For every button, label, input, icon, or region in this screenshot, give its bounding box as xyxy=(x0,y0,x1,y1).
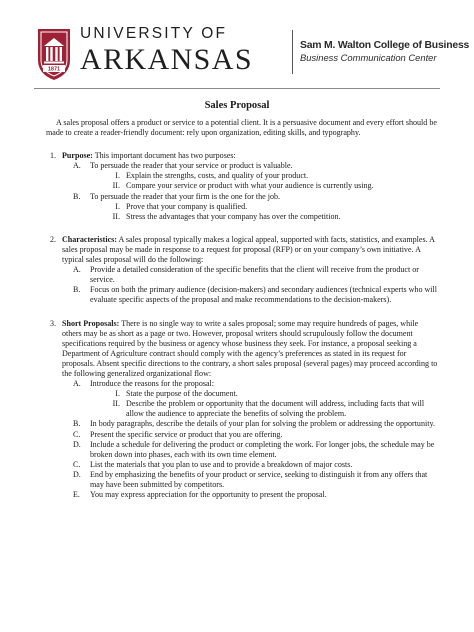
section-label: Short Proposals: xyxy=(62,318,120,328)
list-item xyxy=(46,379,438,389)
item-text: End by emphasizing the benefits of your product or service, seeking to distinguish it from any offers that may have been submitted by competitors. xyxy=(90,469,428,489)
college-block xyxy=(300,40,470,63)
subitem-number: I. xyxy=(115,171,120,181)
item-text: Provide a detailed consideration of the specific benefits that the client will receive from the product or service. xyxy=(90,265,419,285)
section-number: 1. xyxy=(50,151,57,161)
item-text: To persuade the reader that your firm is the one for the job. xyxy=(90,191,281,201)
intro-paragraph: A sales proposal offers a product or service to a potential client. It is a persuasive document and every effort should be made to create a reader-friendly document: rely upon organization, editing skills, and typography. xyxy=(46,118,437,138)
item-number: C. xyxy=(73,429,81,439)
section-characteristics xyxy=(46,235,438,306)
item-number: C. xyxy=(73,459,81,469)
section-short-proposals xyxy=(46,319,438,501)
item-text: You may express appreciation for the opportunity to present the proposal. xyxy=(90,490,327,500)
item-number: D. xyxy=(73,469,81,479)
letterhead xyxy=(34,24,470,82)
item-number: A. xyxy=(73,379,81,389)
subitem-text: Explain the strengths, costs, and quality of your product. xyxy=(126,171,309,181)
list-item xyxy=(46,470,438,490)
item-number: B. xyxy=(73,191,81,201)
section-text: This important document has two purposes: xyxy=(94,151,236,161)
list-subitem xyxy=(46,202,438,212)
list-item xyxy=(46,419,438,429)
section-heading xyxy=(46,235,438,265)
list-item xyxy=(46,192,438,202)
college-name: Sam M. Walton College of Business xyxy=(300,40,470,51)
section-label: Characteristics: xyxy=(62,234,117,244)
item-text: Present the specific service or product that you are offering. xyxy=(90,429,283,439)
university-wordmark-bottom: ARKANSAS xyxy=(80,43,253,76)
item-text: Include a schedule for delivering the product or completing the work. For longer jobs, the schedule may be broken down into phases, each with its own time element. xyxy=(90,439,435,459)
subitem-number: II. xyxy=(112,211,120,221)
subitem-text: State the purpose of the document. xyxy=(126,389,238,399)
item-text: To persuade the reader that your service or product is valuable. xyxy=(90,161,293,171)
list-subitem xyxy=(46,389,438,399)
list-subitem xyxy=(46,399,438,419)
item-number: B. xyxy=(73,285,81,295)
subitem-number: II. xyxy=(112,181,120,191)
section-heading xyxy=(46,319,438,380)
item-number: E. xyxy=(73,490,80,500)
list-item xyxy=(46,440,438,460)
list-item xyxy=(46,460,438,470)
university-seal-icon xyxy=(34,26,74,82)
center-name: Business Communication Center xyxy=(300,52,437,63)
list-item xyxy=(46,490,438,500)
subitem-text: Compare your service or product with what your audience is currently using. xyxy=(126,181,374,191)
list-subitem xyxy=(46,212,438,222)
document-title: Sales Proposal xyxy=(204,100,270,111)
subitem-number: I. xyxy=(115,201,120,211)
subitem-text: Describe the problem or opportunity that the document will address, including facts that will allow the audience to appreciate the benefits of solving the problem. xyxy=(126,399,425,419)
university-wordmark-top: UNIVERSITY OF xyxy=(80,25,228,42)
section-heading xyxy=(46,151,438,161)
section-purpose xyxy=(46,151,438,222)
item-text: List the materials that you plan to use and to provide a breakdown of major costs. xyxy=(90,459,353,469)
item-text: Focus on both the primary audience (decision-makers) and secondary audiences (technical experts who will evaluate specific aspects of the proposal and make recommendations to the decision-makers). xyxy=(90,285,438,305)
section-text: A sales proposal typically makes a logical appeal, supported with facts, statistics, and examples. A sales proposal may be made in response to a request for proposal (RFP) or on your company’s own initiative. A typical sales proposal will do the following: xyxy=(62,234,435,265)
item-number: A. xyxy=(73,161,81,171)
subitem-text: Prove that your company is qualified. xyxy=(126,201,248,211)
item-number: B. xyxy=(73,419,81,429)
item-number: D. xyxy=(73,439,81,449)
header-divider xyxy=(292,30,293,74)
list-item xyxy=(46,161,438,171)
document-body xyxy=(46,118,438,513)
list-item xyxy=(46,430,438,440)
subitem-text: Stress the advantages that your company has over the competition. xyxy=(126,211,341,221)
list-item xyxy=(46,285,438,305)
list-subitem xyxy=(46,181,438,191)
item-number: A. xyxy=(73,265,81,275)
list-item xyxy=(46,265,438,285)
section-number: 3. xyxy=(50,318,57,328)
svg-text:1871: 1871 xyxy=(47,66,61,73)
subitem-number: I. xyxy=(115,389,120,399)
header-rule xyxy=(34,88,440,89)
university-wordmark xyxy=(80,26,286,76)
subitem-number: II. xyxy=(112,399,120,409)
section-text: There is no single way to write a sales proposal; some may require hundreds of pages, while others may be as short as a page or two. However, proposal writers should scrupulously follow the document specifications required by the business or agency whose business they seek. For instance, a proposal seeking a Department of Agriculture contract should comply with the agency’s preferences as stated in its request for proposals. Absent specific directions to the contrary, a short sales proposal (several pages) may proceed according to the following generalized organizational flow: xyxy=(62,318,438,378)
list-subitem xyxy=(46,171,438,181)
item-text: In body paragraphs, describe the details of your plan for solving the problem or addressing the opportunity. xyxy=(90,419,435,429)
section-label: Purpose: xyxy=(62,151,93,161)
section-number: 2. xyxy=(50,234,57,244)
item-text: Introduce the reasons for the proposal: xyxy=(90,379,215,389)
